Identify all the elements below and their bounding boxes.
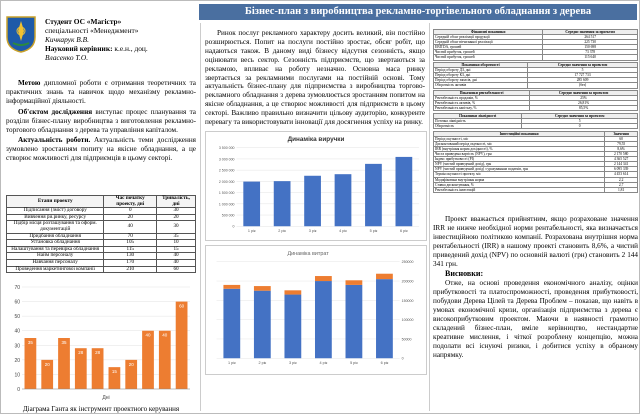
table-cell: 15 <box>157 246 196 253</box>
data-label: 35 <box>27 340 33 345</box>
financial-table <box>433 131 638 193</box>
gantt-caption: Діаграма Ганта як інструмент проектного керування <box>22 405 180 413</box>
table-header-cell: Середнє значення за проектом <box>530 91 638 96</box>
chart-title: Динаміка виручки <box>287 135 345 143</box>
table-cell: 40 <box>104 221 157 233</box>
university-emblem-icon <box>5 15 37 53</box>
table-row <box>7 266 196 273</box>
object-paragraph <box>6 108 196 135</box>
data-label: 15 <box>111 369 117 375</box>
x-tick-label: 5 рік <box>350 361 358 366</box>
table-cell: 2,2 <box>605 177 638 182</box>
chart-bar <box>159 331 171 389</box>
table-cell: 70 <box>104 233 157 240</box>
y-tick-label: 250000 <box>401 260 414 265</box>
y-tick-label: 200000 <box>401 279 414 284</box>
y-tick-label: 100000 <box>401 318 414 323</box>
table-cell: 20 <box>104 214 157 221</box>
author-info <box>45 17 195 62</box>
x-tick-label: 2 рік <box>258 361 267 366</box>
table-cell: NPV (чистий приведений дохід), грн <box>434 162 605 167</box>
table-header-cell: Показники оборотності <box>434 63 528 68</box>
specialty-text: спеціальності «Менеджмент» <box>45 26 139 35</box>
revenue-chart <box>205 131 427 241</box>
costs-chart <box>205 245 427 375</box>
poster-title: Бізнес-план з виробництва рекламно-торгівельного обладнання з дерева <box>199 4 637 20</box>
chart-bar <box>346 280 363 285</box>
student-name: Кичкарук В.В. <box>45 35 90 44</box>
table-cell: 60 <box>157 266 196 273</box>
goal-paragraph <box>6 79 196 106</box>
data-label: 20 <box>128 361 134 367</box>
data-label: 28 <box>95 350 101 356</box>
table-cell: 40 <box>157 253 196 260</box>
chart-bar <box>284 290 301 294</box>
gantt-table <box>6 195 196 273</box>
table-cell: 30 <box>157 221 196 233</box>
table-cell: 2,7 <box>605 182 638 187</box>
financial-indicators-tables <box>433 29 638 194</box>
table-cell: Проведення маркетингової компанії <box>7 266 104 273</box>
conclusions-title: Висновки: <box>445 269 484 279</box>
table-cell: Оборотність активів <box>434 83 528 88</box>
table-cell: Дисконтований період окупності, міс <box>434 141 605 146</box>
y-tick-label: 30 <box>14 343 20 350</box>
table-cell: Чистий прибуток, грошей <box>434 55 543 60</box>
table-cell: NPV (чистий приведений дохід) з урахуванням податків, грн <box>434 167 605 172</box>
chart-bar <box>243 182 260 227</box>
gantt-header-duration: Тривалість, дні <box>157 196 196 208</box>
y-tick-label: 3 000 000 <box>218 157 235 162</box>
table-cell: 150 698 <box>543 45 638 50</box>
table-cell: Рентабельність інвестицій <box>434 187 605 192</box>
table-header-cell: Інвестиційні показники <box>434 131 605 136</box>
table-header-cell: Фінансові показники <box>434 30 543 35</box>
table-header-cell: Значення <box>605 131 638 136</box>
table-row <box>7 246 196 253</box>
table-cell: 1,81 <box>605 187 638 192</box>
chart-bar <box>25 338 37 389</box>
chart-title: Динаміка витрат <box>287 250 329 257</box>
table-cell: Період окупності, міс <box>434 136 605 141</box>
table-cell: 8,6% <box>605 146 638 151</box>
gantt-bar-chart <box>6 281 196 403</box>
y-tick-label: 1 000 000 <box>218 202 235 207</box>
y-tick-label: 20 <box>14 357 20 364</box>
table-row <box>434 83 638 88</box>
chart-bar <box>376 274 393 279</box>
y-tick-label: 50000 <box>401 337 412 342</box>
table-cell: 26,81% <box>530 101 638 106</box>
chart-bar <box>315 276 332 281</box>
y-tick-label: 1 500 000 <box>218 191 235 196</box>
table-row <box>434 55 638 60</box>
table-cell: 170 <box>104 259 157 266</box>
x-tick-label: 4 рік <box>339 229 347 234</box>
market-paragraph: Ринок послуг рекламного характеру досить великий, він постійно розширюється. Попит на послуги постійно зростає, обсяг робіт, що надаються також. В даному виді бізнесу відсутня сезонність, якщо оцінювати весь сектор. Сезонність підприємств, що звертаються за рекламою, впливає на роботу незначно. Основна маса ринку звертається за рекламними послугами на постійній основі. Тому актуальність бізнес-плану для підприємства з виробництва торгово-рекламного обладнання з дерева зумовлюється зростанням попитом на якісне обладнання, а це створює можливості для підприємств в цьому секторі. Важливо правильно визначити цільову аудиторію, конкуренте перевагу та використовувати інновації для досягнення успіху на ринку. <box>205 29 425 127</box>
relevance-label: Актуальність роботи. <box>18 136 91 145</box>
object-text: виступає процес планування та розділи бізнес-плану виробництва з виготовлення рекламно-торгового обладнання з дерева та управління капіталом. <box>6 107 196 134</box>
data-label: 40 <box>162 332 168 338</box>
table-cell: Поточна ліквідність <box>434 119 522 124</box>
table-cell: Середній обсяг вітчизняної реалізації <box>434 40 543 45</box>
gantt-table-body <box>7 208 196 273</box>
data-label: 35 <box>61 340 67 345</box>
table-cell: 2 170 580 <box>605 152 638 157</box>
table-row <box>434 187 638 192</box>
table-cell: Рентабельність активів, % <box>434 101 530 106</box>
chart-bar <box>335 174 352 226</box>
table-cell: Рентабельність капіталу, % <box>434 106 530 111</box>
table-row <box>434 124 638 129</box>
data-label: 20 <box>44 361 50 367</box>
object-label: Об'єктом дослідження <box>18 107 93 116</box>
table-header-cell: Середнє значення за проектом <box>522 113 638 118</box>
chart-bar <box>365 164 382 226</box>
x-tick-label: 4 рік <box>319 361 328 366</box>
table-cell: (без) <box>528 83 638 88</box>
table-cell: Установка обладнання <box>7 240 104 247</box>
table-cell: Придбання обладнання <box>7 233 104 240</box>
y-tick-label: 70 <box>14 285 20 291</box>
table-cell: Навчання персоналу <box>7 259 104 266</box>
table-header-cell: Показники ліквідності <box>434 113 522 118</box>
chart-bar <box>58 338 70 389</box>
supervisor-name: Власенко Т.О. <box>45 53 89 62</box>
table-cell: Ставка дисконтування, % <box>434 182 605 187</box>
table-cell: 0 <box>522 124 638 129</box>
table-header-cell: Середнє значення за проектом <box>543 30 638 35</box>
data-label: 60 <box>179 303 185 309</box>
table-row <box>434 106 638 111</box>
chart-bar <box>396 157 413 226</box>
table-cell: Середній обсяг реалізації продукції <box>434 35 543 40</box>
table-cell: 105 <box>104 240 157 247</box>
supervisor-degree: к.е.н., доц. <box>112 44 148 53</box>
table-cell: Чиста приведена вартість (NPV), грн <box>434 152 605 157</box>
relevance-text: Актуальність теми дослідження зумовлено зростанням попиту на якісне обладнання, а це створює можливості для підприємців в цьому секторі. <box>6 136 196 163</box>
table-cell: 20 <box>157 214 196 221</box>
chart-bar <box>176 302 188 389</box>
left-column-text <box>6 79 196 165</box>
supervisor-label: Науковий керівник: <box>45 44 113 53</box>
conclusions-paragraph: Отже, на основі проведення економічного аналізу, оцінки прибутковості та платоспроможності, проведення прибутковості, побудови Дерева Цілей та Дерева Проблем – показав, що навіть в умовах економічної кризи, організація підприємства з дерева є високоприбутковим проектом. Маючи в наявності грамотно складений бізнес-план, вміле керівництво, нестандартне креативне мислення, і чіткої розроблену концепцію, можна подолати всі існуючі ризики, і добитися успіху в обраному напрямку. <box>433 279 638 359</box>
table-row <box>7 221 196 233</box>
table-cell: 17 727 733 <box>528 73 638 78</box>
x-tick-label: 6 рік <box>380 361 389 366</box>
table-header-cell: Показники рентабельності <box>434 91 530 96</box>
financial-table <box>433 113 638 129</box>
table-cell: Налаштування та перевірка обладнання <box>7 246 104 253</box>
table-cell: 115 640 <box>543 55 638 60</box>
chart-bar <box>376 279 393 358</box>
table-cell: 10 <box>157 240 196 247</box>
chart-bar <box>284 295 301 359</box>
chart-bar <box>223 285 240 289</box>
table-cell: 6 095 339 <box>605 167 638 172</box>
table-cell: Чистий прибуток, грошей <box>434 50 543 55</box>
x-axis-label: Дні <box>102 395 110 401</box>
table-cell: EBITDA, грошей <box>434 45 543 50</box>
table-cell: 115 <box>104 246 157 253</box>
x-tick-label: 1 рік <box>227 361 236 366</box>
y-tick-label: 150000 <box>401 298 414 303</box>
y-tick-label: 2 500 000 <box>218 168 235 173</box>
chart-bar <box>304 176 321 226</box>
y-tick-label: 10 <box>14 372 20 379</box>
x-tick-label: 3 рік <box>308 229 317 234</box>
table-cell: 40 <box>157 259 196 266</box>
x-tick-label: 2 рік <box>278 229 286 234</box>
table-cell: Термін окупності проекту, міс <box>434 172 605 177</box>
table-cell: 225 730 <box>543 40 638 45</box>
table-cell: 5 <box>528 68 638 73</box>
x-tick-label: 3 рік <box>289 361 297 366</box>
x-tick-label: 1 рік <box>247 229 256 234</box>
table-cell: 130 <box>104 253 157 260</box>
table-cell: Найм персоналу <box>7 253 104 260</box>
y-tick-label: 0 <box>17 387 20 393</box>
y-tick-label: 60 <box>14 299 20 306</box>
table-cell: Вивчення ри.ринку, ресурсу <box>7 214 104 221</box>
y-tick-label: 3 500 000 <box>218 146 235 151</box>
table-cell: 30 <box>157 208 196 215</box>
table-cell: Індекс прибутковості (PI) <box>434 157 605 162</box>
y-tick-label: 2 000 000 <box>218 179 235 184</box>
table-cell: Період обороту КЗ, дні <box>434 73 528 78</box>
y-tick-label: 0 <box>232 224 235 229</box>
data-label: 40 <box>145 332 151 338</box>
table-cell: 73 378 <box>543 50 638 55</box>
financial-table <box>433 90 638 111</box>
y-tick-label: 500 000 <box>221 213 235 218</box>
table-cell: 60 <box>605 136 638 141</box>
table-cell: Підписання (зміст) договору <box>7 208 104 215</box>
financial-table <box>433 62 638 88</box>
column-divider <box>429 23 430 411</box>
table-cell: 5 <box>522 119 638 124</box>
table-cell: 79,55 <box>605 141 638 146</box>
x-tick-label: 6 рік <box>400 229 408 234</box>
relevance-paragraph <box>6 136 196 163</box>
table-cell: Модифікована внутрішня норма <box>434 177 605 182</box>
table-cell: 4 365 527 <box>605 157 638 162</box>
table-cell: IRR (внутрішня норма дохідності), % <box>434 146 605 151</box>
x-tick-label: 5 рік <box>369 229 378 234</box>
y-tick-label: 50 <box>14 314 20 321</box>
chart-bar <box>142 331 154 389</box>
chart-bar <box>315 281 332 358</box>
column-divider <box>200 23 201 411</box>
table-cell: 264 517 <box>543 35 638 40</box>
table-cell: 210 <box>104 266 157 273</box>
right-column-text <box>433 215 638 362</box>
gantt-header-start: Час початку проекту, дні <box>104 196 157 208</box>
table-cell: Період обороту ДЗ, дні <box>434 68 528 73</box>
chart-bar <box>346 285 363 358</box>
chart-bar <box>274 181 291 226</box>
table-cell: Оборотність <box>434 124 522 129</box>
table-cell: 85,5% <box>530 106 638 111</box>
table-header-cell: Середнє значення за проектом <box>528 63 638 68</box>
middle-column-text <box>205 29 425 129</box>
y-tick-label: 0 <box>401 356 404 361</box>
chart-bar <box>254 286 271 291</box>
student-label: Студент ОС «Магістр» <box>45 17 122 26</box>
table-cell: 25% <box>530 96 638 101</box>
goal-label: Метою <box>18 79 41 87</box>
table-cell: Період обороту запасів, дні <box>434 78 528 83</box>
irr-paragraph: Проект вважається прийнятним, якщо розраховане значення IRR не нижче необхідної норми рентабельності, яка визначається інвестиційною політикою компанії. Розрахована внутрішня норма рентабельності (IRR) в нашому проекті становить 8,6%, а чистий приведений дохід (NPV) по основній валюті (грн) становить 2 144 341 грн. <box>433 215 638 268</box>
table-cell: Рентабельність продажів, % <box>434 96 530 101</box>
y-tick-label: 40 <box>14 328 20 335</box>
table-cell: Підбір місця розташування та оформ. документацій <box>7 221 104 233</box>
gantt-header-stage: Етапи проекту <box>7 196 104 208</box>
table-cell: 2 144 341 <box>605 162 638 167</box>
chart-bar <box>254 291 271 359</box>
financial-table <box>433 29 638 61</box>
table-cell: 4 453 614 <box>605 172 638 177</box>
table-cell: 35 <box>157 233 196 240</box>
data-label: 28 <box>78 350 84 356</box>
chart-bar <box>223 289 240 358</box>
table-cell: 285 609 <box>528 78 638 83</box>
table-cell: 0 <box>104 208 157 215</box>
goal-text: дипломної роботи є отримання теоретичних та практичних знань та навичок щодо механізму рекламно-інформаційної діяльності. <box>6 79 196 105</box>
